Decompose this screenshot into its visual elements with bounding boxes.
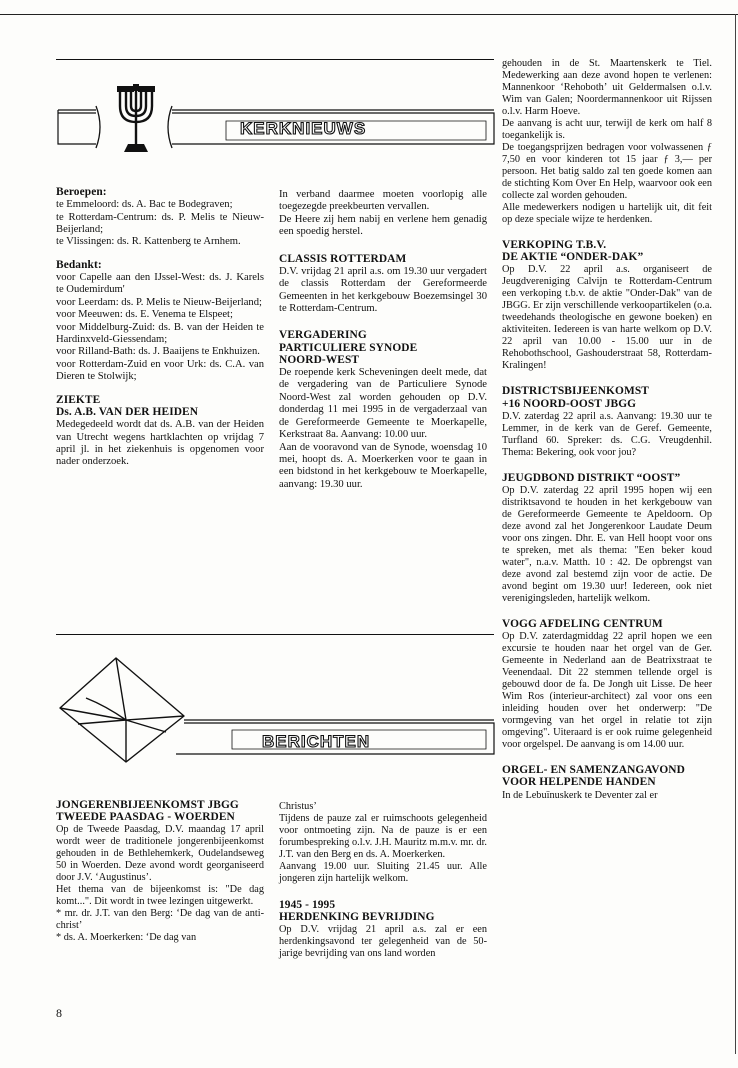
jongeren-lezing-1: * mr. dr. J.T. van den Berg: ‘De dag van de anti-christ’ bbox=[56, 908, 264, 932]
bedankt-line: voor Meeuwen: ds. E. Venema te Elspeet; bbox=[56, 309, 233, 321]
aanvang-paragraph: De aanvang is acht uur, terwijl de kerk om half 8 toegankelijk is. bbox=[502, 118, 712, 141]
jongeren-heading-1: JONGERENBIJEENKOMST JBGG bbox=[56, 799, 239, 811]
bedankt-line: voor Capelle aan den IJssel-West: ds. J. Karels te Oudemirdum' bbox=[56, 272, 264, 296]
ziekte-heading: ZIEKTE bbox=[56, 393, 101, 406]
districts-heading-2: +16 NOORD-OOST JBGG bbox=[502, 397, 637, 410]
verkoping-heading-1: VERKOPING T.B.V. bbox=[502, 239, 607, 251]
vogg-heading: VOGG AFDELING CENTRUM bbox=[502, 618, 663, 631]
bedankt-line: voor Rilland-Bath: ds. J. Baaijens te Enkhuizen. bbox=[56, 346, 260, 358]
bevrijding-heading-2: HERDENKING BEVRIJDING bbox=[279, 911, 435, 924]
uitnodiging-paragraph: Alle medewerkers nodigen u hartelijk uit, dit feit op deze speciale wijze te herdenken. bbox=[502, 202, 712, 225]
districts-heading-1: DISTRICTSBIJEENKOMST bbox=[502, 385, 649, 398]
page-top-border bbox=[0, 14, 738, 15]
page-number: 8 bbox=[56, 1006, 62, 1020]
synode-heading-2: PARTICULIERE SYNODE bbox=[279, 341, 418, 354]
christus-continuation: Christus’ bbox=[279, 801, 317, 812]
section-rule-middle bbox=[56, 634, 494, 635]
kerknieuws-column-2 bbox=[279, 189, 487, 491]
synode-bidstond: Aan de vooravond van de Synode, woensdag 10 mei, hoopt ds. A. Moerkerken voor te gaan in een bidstond in het kerkgebouw te Moerkapelle, aanvang: 19.30 uur. bbox=[279, 441, 487, 490]
bevrijding-heading-1: 1945 - 1995 bbox=[279, 899, 336, 911]
kerknieuws-banner-title: KERKNIEUWS bbox=[240, 119, 367, 138]
pauze-paragraph: Tijdens de pauze zal er ruimschoots gelegenheid voor ontmoeting zijn. Na de pauze is er een forumbespreking o.l.v. J.H. Mauritz m.m.v. mr. dr. J.T. van den Berg en ds. A. Moerkerken. bbox=[279, 813, 487, 860]
berichten-banner-title: BERICHTEN bbox=[262, 732, 371, 751]
jongeren-heading-2: TWEEDE PAASDAG - WOERDEN bbox=[56, 811, 235, 824]
envelope-icon bbox=[56, 650, 498, 770]
preekbeurten-paragraph: In verband daarmee moeten voorlopig alle toegezegde preekbeurten vervallen. bbox=[279, 189, 487, 213]
orgel-heading-2: VOOR HELPENDE HANDEN bbox=[502, 776, 656, 789]
beroepen-heading: Beroepen: bbox=[56, 186, 107, 198]
bedankt-line: voor Middelburg-Zuid: ds. B. van der Heiden te Hardinxveld-Giessendam; bbox=[56, 321, 264, 346]
jeugdbond-body: Op D.V. zaterdag 22 april 1995 hopen wij een distriktsavond te houden in het kerkgebouw van de Gereformeerde Gemeente te Apeldoorn. Op deze avond zal het Jongerenkoor Laudate Deum voor ons zingen. Dhr. E. van Hell hoopt voor ons te spreken, met als thema: "Een beker koud water", n.a.v. Matth. 10 : 42. De opbrengst van deze avond zal bestemd zijn voor de actie. De avond begint om 19.30 uur! Iedereen, ook niet verenigingsleden, hartelijk welkom. bbox=[502, 485, 712, 605]
berichten-column-2 bbox=[279, 801, 487, 960]
orgel-body: In de Lebuïnuskerk te Deventer zal er bbox=[502, 789, 658, 801]
page-right-border bbox=[735, 14, 736, 1054]
synode-heading-3: NOORD-WEST bbox=[279, 353, 360, 366]
districts-body: D.V. zaterdag 22 april a.s. Aanvang: 19.30 uur te Lemmer, in de kerk van de Geref. Gemeente, Turfland 60. Spreker: ds. C.G. Vreugdenhil. Thema: Bekering, ook voor jou? bbox=[502, 410, 712, 458]
beroepen-line: te Rotterdam-Centrum: ds. P. Melis te Nieuw-Beijerland; bbox=[56, 211, 264, 236]
jongeren-thema: Het thema van de bijeenkomst is: "De dag komt...". Dit wordt in twee lezingen uitgewerkt. bbox=[56, 884, 264, 908]
bevrijding-body: Op D.V. vrijdag 21 april a.s. zal er een herdenkingsavond ter gelegenheid van de 50-jarige bevrijding van ons land worden bbox=[279, 924, 487, 960]
ziekte-subheading: Ds. A.B. VAN DER HEIDEN bbox=[56, 405, 199, 418]
tiel-paragraph: gehouden in de St. Maartenskerk te Tiel. Medewerking aan deze avond hopen te verlenen: Mannenkoor ‘Rehoboth’ uit Geldermalsen o.l.v. Wim van Galen; Noordermannenkoor uit Rijssen o.l.v. Harm Hoeve. bbox=[502, 58, 712, 117]
aanvang-sluiting-paragraph: Aanvang 19.00 uur. Sluiting 21.45 uur. Alle jongeren zijn hartelijk welkom. bbox=[279, 861, 487, 884]
synode-body: De roepende kerk Scheveningen deelt mede, dat de vergadering van de Particuliere Synode Noord-West zal worden gehouden op D.V. donderdag 11 mei 1995 in de vergaderzaal van de Gereformeerde Gemeente te Moerkapelle, Kerkstraat 8a. Aanvang: 10.00 uur. bbox=[279, 367, 487, 441]
verkoping-heading-2: DE AKTIE “ONDER-DAK” bbox=[502, 251, 644, 264]
kerknieuws-column-1 bbox=[56, 186, 264, 469]
synode-heading-1: VERGADERING bbox=[279, 329, 367, 342]
verkoping-body: Op D.V. 22 april a.s. organiseert de Jeugdvereniging Calvijn te Rotterdam-Centrum een verkoping t.b.v. de aktie "Onder-Dak" van de JBGG. Er zijn verschillende verkoopartikelen (o.a. tweedehands theologische en gewone boeken) en aktiviteiten. Iedereen is van harte welkom op D.V. 22 april van 10.00 - 15.00 uur in de Rehobothschool, Gashouderstraat 58, Rotterdam-Kralingen! bbox=[502, 264, 712, 372]
bedankt-heading: Bedankt: bbox=[56, 258, 102, 271]
right-column bbox=[502, 58, 712, 802]
berichten-column-1 bbox=[56, 799, 264, 944]
herstel-paragraph: De Heere zij hem nabij en verlene hem genadig een spoedig herstel. bbox=[279, 213, 487, 238]
classis-body: D.V. vrijdag 21 april a.s. om 19.30 uur vergadert de classis Rotterdam der Gereformeerde Gemeenten in het kerkgebouw Boezemsingel 30 te Rotterdam-Centrum. bbox=[279, 265, 487, 315]
section-rule-top bbox=[56, 59, 494, 60]
bedankt-line: voor Leerdam: ds. P. Melis te Nieuw-Beijerland; bbox=[56, 296, 262, 308]
ziekte-body: Medegedeeld wordt dat ds. A.B. van der Heiden van Utrecht wegens hartklachten op vrijdag 7 april jl. in het ziekenhuis is opgenomen voor nader onderzoek. bbox=[56, 419, 264, 468]
jongeren-lezing-2: * ds. A. Moerkerken: ‘De dag van bbox=[56, 932, 197, 944]
jeugdbond-heading: JEUGDBOND DISTRIKT “OOST” bbox=[502, 471, 681, 484]
classis-heading: CLASSIS ROTTERDAM bbox=[279, 252, 407, 265]
toegang-paragraph: De toegangsprijzen bedragen voor volwassenen ƒ 7,50 en voor kinderen tot 15 jaar ƒ 3,— per persoon. Het batig saldo zal ten goede komen aan de stichting Kom Over En Help, waarvoor ook een collecte zal worden gehouden. bbox=[502, 142, 712, 201]
jongeren-body: Op de Tweede Paasdag, D.V. maandag 17 april wordt weer de traditionele jongerenbijeenkomst gehouden in de Bethlehemkerk, Oudelandseweg 50 in Woerden. Deze avond wordt georganiseerd door J.V. ‘Augustinus’. bbox=[56, 824, 264, 884]
orgel-heading-1: ORGEL- EN SAMENZANGAVOND bbox=[502, 764, 685, 777]
vogg-body: Op D.V. zaterdagmiddag 22 april hopen we een excursie te houden naar het orgel van de Ger. Gemeente in Nederland aan de Beatrixstraat te Veenendaal. Dit 22 stemmen tellende orgel is gebouwd door de fa. De Jongh uit Lisse. De heer Wim Ros (interieur-architect) zal voor ons een inleiding houden over het onderwerp: "De vormgeving van het orgel in relatie tot zijn omgeving". Uiteraard is er ook ruime gelegenheid voor orgelspel. De aanvang is om 14.00 uur. bbox=[502, 631, 712, 751]
beroepen-line: te Emmeloord: ds. A. Bac te Bodegraven; bbox=[56, 199, 233, 211]
bedankt-line: voor Rotterdam-Zuid en voor Urk: ds. C.A. van Dieren te Stolwijk; bbox=[56, 358, 264, 383]
beroepen-line: te Vlissingen: ds. R. Kattenberg te Arnhem. bbox=[56, 236, 241, 248]
